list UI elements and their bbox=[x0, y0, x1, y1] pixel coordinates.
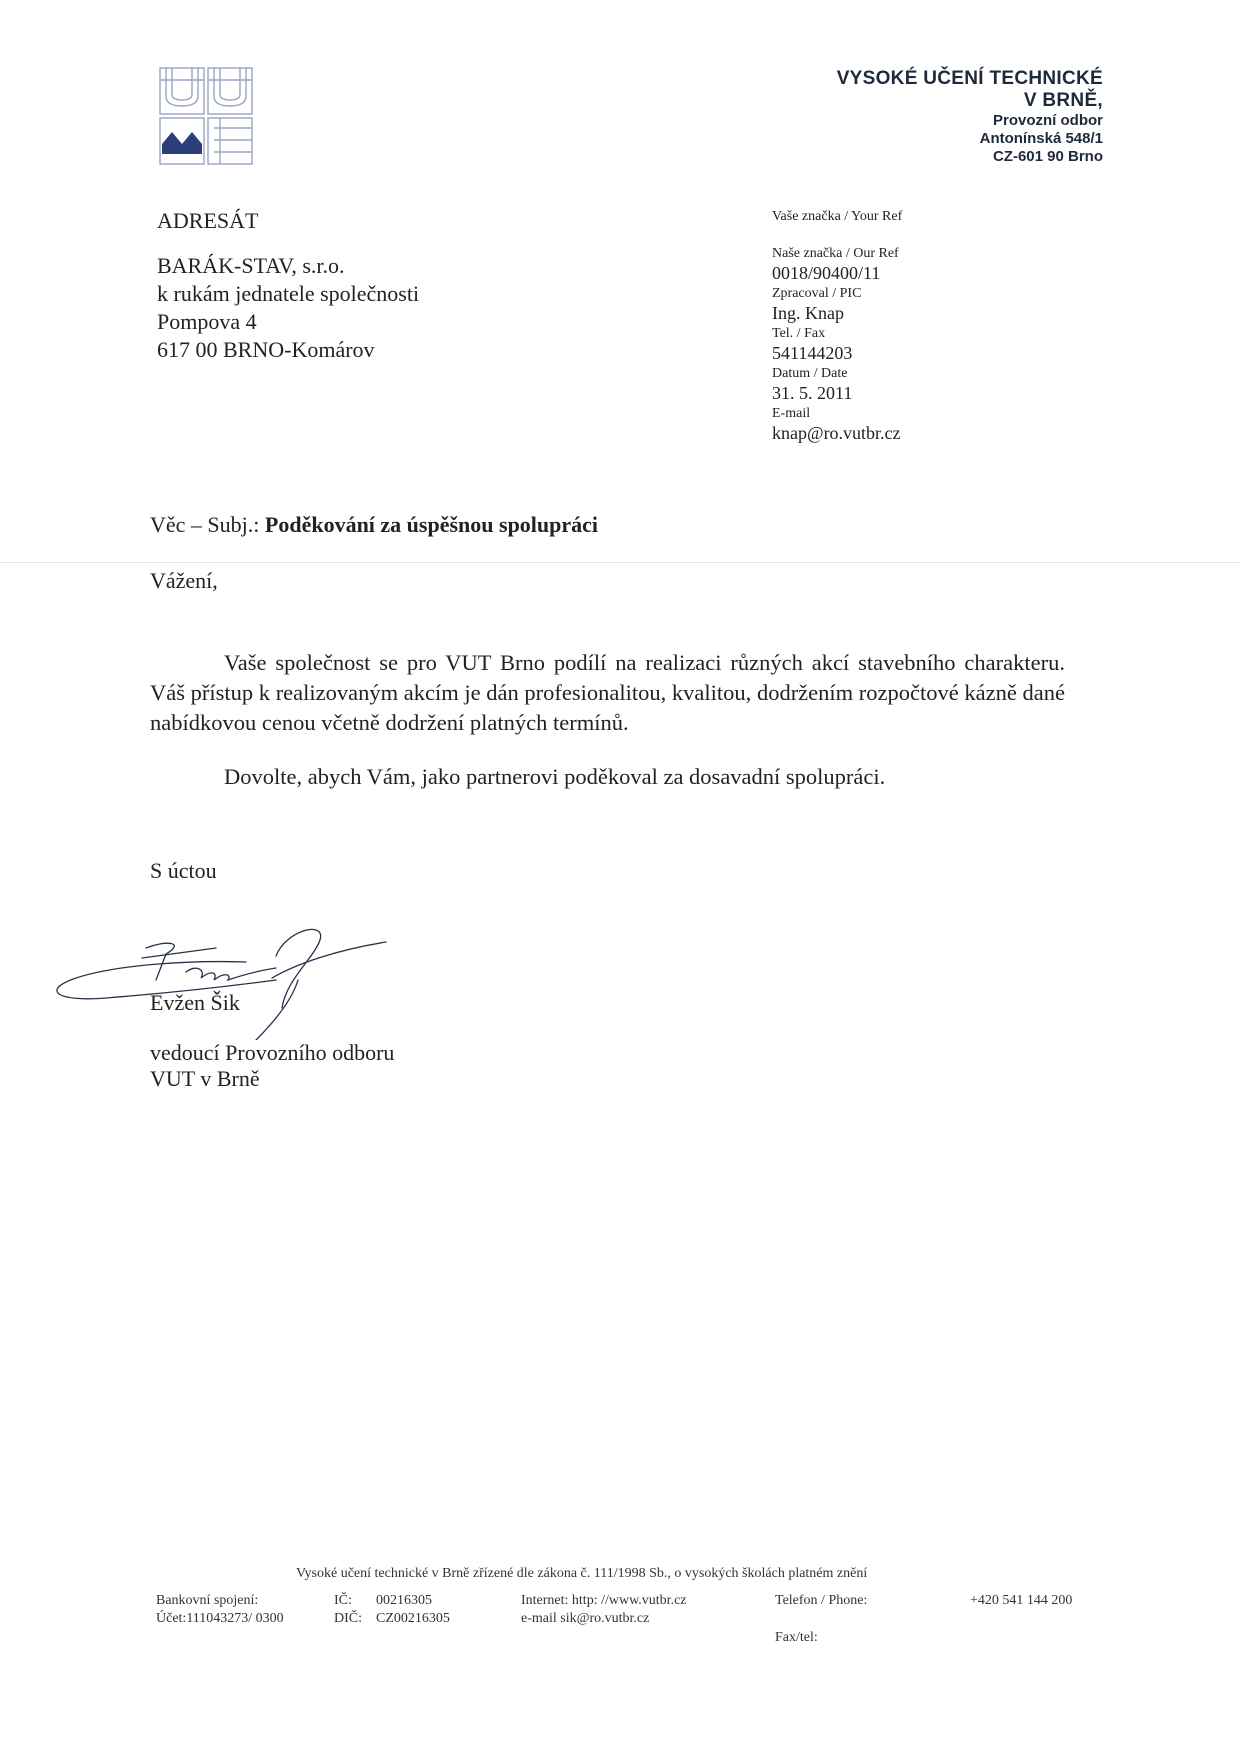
our-ref-label: Naše značka / Our Ref bbox=[772, 246, 899, 261]
ic-label: IČ: bbox=[334, 1593, 352, 1608]
closing: S úctou bbox=[150, 858, 217, 883]
reference-column bbox=[772, 207, 902, 444]
scan-artifact-line bbox=[0, 562, 1240, 563]
your-ref-label: Vaše značka / Your Ref bbox=[772, 209, 903, 224]
tel-value: 541144203 bbox=[772, 343, 853, 363]
fax-label: Fax/tel: bbox=[775, 1630, 818, 1645]
dic-value: CZ00216305 bbox=[376, 1611, 450, 1626]
body-paragraph: Vaše společnost se pro VUT Brno podílí na realizaci různých akcí stavebního charakteru. Váš přístup k realizovaným akcím je dán profesionalitou, kvalitou, dodržením rozpočtové kázně dané nabídkovou cenou včetně dodržení platných termínů. bbox=[150, 650, 1065, 735]
ic-value: 00216305 bbox=[376, 1593, 432, 1608]
dic-label: DIČ: bbox=[334, 1611, 362, 1626]
institution-name-line2: V BRNĚ, bbox=[1023, 90, 1103, 111]
phone-label: Telefon / Phone: bbox=[775, 1593, 868, 1608]
addressee-line: 617 00 BRNO-Komárov bbox=[157, 337, 375, 362]
institution-name-line1: VYSOKÉ UČENÍ TECHNICKÉ bbox=[836, 68, 1103, 89]
vut-logo bbox=[158, 66, 254, 166]
bank-label: Bankovní spojení: bbox=[156, 1593, 259, 1608]
date-value: 31. 5. 2011 bbox=[772, 383, 853, 403]
phone-value: +420 541 144 200 bbox=[970, 1593, 1073, 1608]
footer-email[interactable]: e-mail sik@ro.vutbr.cz bbox=[521, 1611, 650, 1626]
our-ref-value: 0018/90400/11 bbox=[772, 263, 881, 283]
subject-text: Poděkování za úspěšnou spolupráci bbox=[264, 512, 599, 537]
footer-legal-note: Vysoké učení technické v Brně zřízené dle zákona č. 111/1998 Sb., o vysokých školách platném znění bbox=[296, 1566, 868, 1581]
department: Provozní odbor bbox=[993, 112, 1103, 129]
internet-link[interactable]: Internet: http: //www.vutbr.cz bbox=[521, 1593, 687, 1608]
body-paragraph: Dovolte, abych Vám, jako partnerovi poděkoval za dosavadní spolupráci. bbox=[224, 764, 886, 789]
addressee-line: Pompova 4 bbox=[157, 309, 257, 334]
email-label: E-mail bbox=[772, 406, 811, 421]
bank-account: Účet:111043273/ 0300 bbox=[156, 1611, 284, 1626]
city-address: CZ-601 90 Brno bbox=[992, 148, 1103, 165]
addressee-line: k rukám jednatele společnosti bbox=[157, 281, 420, 306]
subject-label: Věc – Subj.: bbox=[150, 512, 260, 537]
letterhead bbox=[837, 68, 1103, 166]
addressee-block bbox=[157, 208, 419, 364]
pic-value: Ing. Knap bbox=[772, 303, 844, 323]
addressee-line: BARÁK-STAV, s.r.o. bbox=[157, 253, 345, 278]
signer-role: vedoucí Provozního odboru bbox=[150, 1040, 395, 1065]
signer-block bbox=[150, 990, 394, 1092]
signer-name: Evžen Šik bbox=[150, 990, 240, 1015]
tel-label: Tel. / Fax bbox=[772, 326, 826, 341]
email-value: knap@ro.vutbr.cz bbox=[772, 423, 901, 443]
letter-body bbox=[150, 648, 1065, 792]
addressee-header: ADRESÁT bbox=[157, 208, 259, 233]
signer-organization: VUT v Brně bbox=[150, 1066, 260, 1091]
subject-line bbox=[150, 512, 598, 538]
date-label: Datum / Date bbox=[772, 366, 848, 381]
salutation: Vážení, bbox=[150, 568, 218, 593]
street-address: Antonínská 548/1 bbox=[979, 130, 1103, 147]
pic-label: Zpracoval / PIC bbox=[772, 286, 862, 301]
